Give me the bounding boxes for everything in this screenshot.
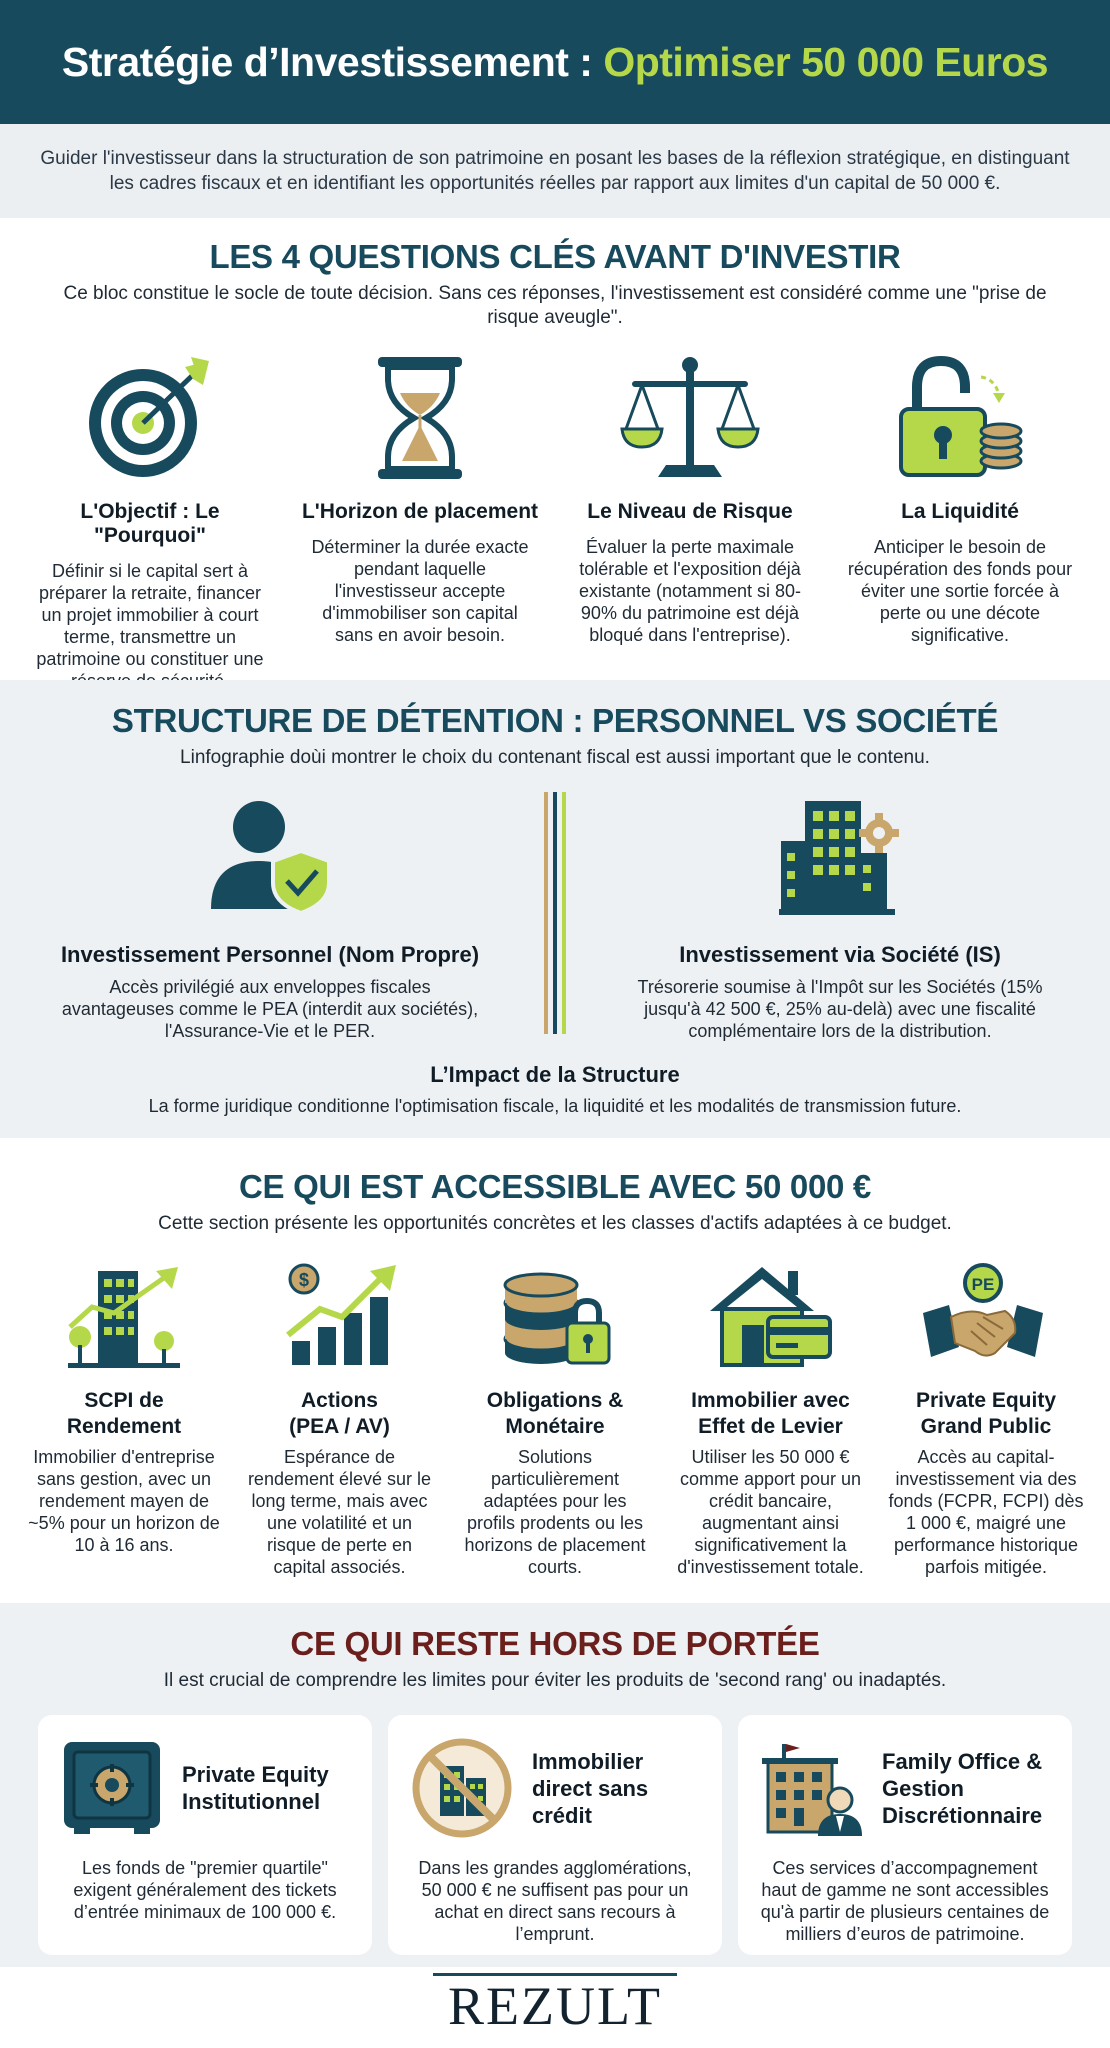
questions-section [0, 218, 1110, 680]
asset-scpi-title: SCPI de Rendement [66, 1389, 182, 1438]
prohibited-building-icon [406, 1733, 518, 1843]
question-objective-title: L'Objectif : Le "Pourquoi" [80, 500, 220, 547]
structure-personal-title: Investissement Personnel (Nom Propre) [60, 942, 480, 967]
card-institutional-pe [38, 1715, 372, 1955]
questions-title: LES 4 QUESTIONS CLÉS AVANT D'INVESTIR [209, 238, 901, 275]
person-shield-icon [20, 792, 520, 922]
page-title-part1: Stratégie d’Investissement : [61, 38, 604, 85]
building-growth-icon [26, 1260, 222, 1372]
accessible-title: CE QUI EST ACCESSIBLE AVEC 50 000 € [239, 1168, 871, 1205]
out-of-reach-subtitle: Il est crucial de comprendre les limites pour éviter les produits de 'second rang' ou inadaptés. [163, 1670, 947, 1691]
structure-personal-desc: Accès privilégié aux enveloppes fiscales avantageuses comme le PEA (interdit aux sociétés), l'Assurance-Vie et le PER. [61, 977, 479, 1041]
card-direct-realestate [388, 1715, 722, 1955]
svg-text:$: $ [298, 1270, 309, 1290]
card-direct-realestate-desc: Dans les grandes agglomérations, 50 000 € ne suffisent pas pour un achat en direct sans recours à l’emprunt. [418, 1858, 692, 1944]
unlocked-padlock-icon [834, 348, 1086, 488]
handshake-pe-icon [888, 1260, 1084, 1372]
question-risk [564, 348, 816, 692]
hourglass-icon [294, 348, 546, 488]
out-of-reach-section [0, 1603, 1110, 1967]
scale-icon [564, 348, 816, 488]
asset-stocks [242, 1260, 438, 1578]
asset-bonds [457, 1260, 653, 1578]
structure-subtitle: Linfographie doùi montrer le choix du contenant fiscal est aussi important que le contenu. [180, 747, 930, 768]
card-family-office-desc: Ces services d’accompagnement haut de gamme ne sont accessibles qu'à partir de plusieurs centaines de milliers d’euros de patrimoine. [760, 1858, 1050, 1944]
question-horizon-desc: Déterminer la durée exacte pendant laquelle l'investisseur accepte d'immobiliser son capital sans en avoir besoin. [311, 537, 529, 645]
structure-grid [0, 792, 1110, 1042]
question-objective [24, 348, 276, 692]
asset-scpi-desc: Immobilier d'entreprise sans gestion, avec un rendement mayen de ~5% pour un horizon de 10 à 16 ans. [28, 1447, 220, 1555]
brand-logo [433, 1973, 677, 2036]
asset-leverage-title: Immobilier avec Effet de Levier [691, 1389, 850, 1438]
structure-company-title: Investissement via Société (IS) [679, 942, 1001, 967]
asset-pe-title: Private Equity Grand Public [915, 1389, 1057, 1438]
target-icon [24, 348, 276, 488]
question-horizon-title: L'Horizon de placement [301, 500, 539, 523]
questions-subtitle: Ce bloc constitue le socle de toute décision. Sans ces réponses, l'investissement est considéré comme une "prise de risque aveugle". [63, 283, 1047, 328]
structure-personal [20, 792, 520, 1042]
page-title-part2: Optimiser 50 000 Euros [603, 38, 1049, 85]
page-title [62, 39, 1048, 86]
asset-bonds-desc: Solutions particulièrement adaptées pour les profils prodents ou les horizons de placement courts. [464, 1447, 646, 1577]
asset-leverage-desc: Utiliser les 50 000 € comme apport pour un crédit bancaire, augmentant ainsi significativement la d'investissement totale. [677, 1447, 864, 1577]
out-of-reach-grid [0, 1715, 1110, 1955]
out-of-reach-title: CE QUI RESTE HORS DE PORTÉE [290, 1625, 820, 1662]
asset-stocks-desc: Espérance de rendement élevé sur le long terme, mais avec une volatilité et un risque de perte en capital associés. [247, 1447, 432, 1577]
page-header [0, 0, 1110, 124]
asset-pe-desc: Accès au capital-investissement via des fonds (FCPR, FCPI) dès 1 000 €, maigré une performance historique parfois mitigée. [888, 1447, 1084, 1577]
card-institutional-pe-title: Private Equity Institutionnel [182, 1762, 329, 1814]
company-building-icon [590, 792, 1090, 922]
asset-scpi [26, 1260, 222, 1578]
structure-company-desc: Trésorerie soumise à l'Impôt sur les Sociétés (15% jusqu'à 42 500 €, 25% au-delà) avec une fiscalité complémentaire lors de la distribution. [637, 977, 1043, 1041]
structure-impact-title: L’Impact de la Structure [430, 1062, 680, 1087]
asset-bonds-title: Obligations & Monétaire [486, 1389, 624, 1438]
structure-company [590, 792, 1090, 1042]
question-liquidity [834, 348, 1086, 692]
structure-impact [0, 1062, 1110, 1117]
brand-logo-text: REZULT [448, 1976, 662, 2036]
accessible-section [0, 1138, 1110, 1603]
office-advisor-icon [756, 1733, 868, 1843]
intro-banner [0, 124, 1110, 218]
structure-impact-desc: La forme juridique conditionne l'optimisation fiscale, la liquidité et les modalités de transmission future. [148, 1096, 962, 1116]
page-footer [0, 1967, 1110, 2048]
asset-private-equity [888, 1260, 1084, 1578]
card-family-office [738, 1715, 1072, 1955]
bar-chart-growth-icon [242, 1260, 438, 1372]
intro-text: Guider l'investisseur dans la structuration de son patrimoine en posant les bases de la réflexion stratégique, en distinguant les cadres fiscaux et en identifiant les opportunités réelles par rapport aux limites d'un capital de 50 000 €. [40, 148, 1070, 194]
question-risk-desc: Évaluer la perte maximale tolérable et l'exposition déjà existante (notamment si 80-90% du patrimoine est déjà bloqué dans l'entreprise). [578, 537, 802, 645]
pe-badge-text: PE [971, 1275, 995, 1294]
card-institutional-pe-desc: Les fonds de "premier quartile" exigent généralement des tickets d’entrée minimaux de 100 000 €. [73, 1858, 337, 1922]
asset-stocks-title: Actions (PEA / AV) [289, 1389, 390, 1438]
question-risk-title: Le Niveau de Risque [587, 500, 793, 523]
safe-icon [56, 1733, 168, 1843]
question-objective-desc: Définir si le capital sert à préparer la retraite, financer un projet immobilier à court terme, transmettre un patrimoine ou constituer une [36, 561, 264, 669]
asset-leverage [673, 1260, 869, 1578]
questions-grid [0, 348, 1110, 692]
accessible-grid [0, 1260, 1110, 1578]
structure-title: STRUCTURE DE DÉTENTION : PERSONNEL VS SOCIÉTÉ [111, 702, 999, 739]
question-liquidity-title: La Liquidité [901, 500, 1019, 523]
structure-section [0, 680, 1110, 1138]
structure-divider [544, 792, 566, 1034]
question-horizon [294, 348, 546, 692]
coin-stack-padlock-icon [457, 1260, 653, 1372]
question-liquidity-desc: Anticiper le besoin de récupération des fonds pour éviter une sortie forcée à perte ou une décote significative. [847, 537, 1073, 645]
house-card-icon [673, 1260, 869, 1372]
card-direct-realestate-title: Immobilier direct sans crédit [532, 1748, 649, 1828]
accessible-subtitle: Cette section présente les opportunités concrètes et les classes d'actifs adaptées à ce budget. [158, 1213, 952, 1234]
card-family-office-title: Family Office & Gestion Discrétionnaire [882, 1748, 1043, 1828]
